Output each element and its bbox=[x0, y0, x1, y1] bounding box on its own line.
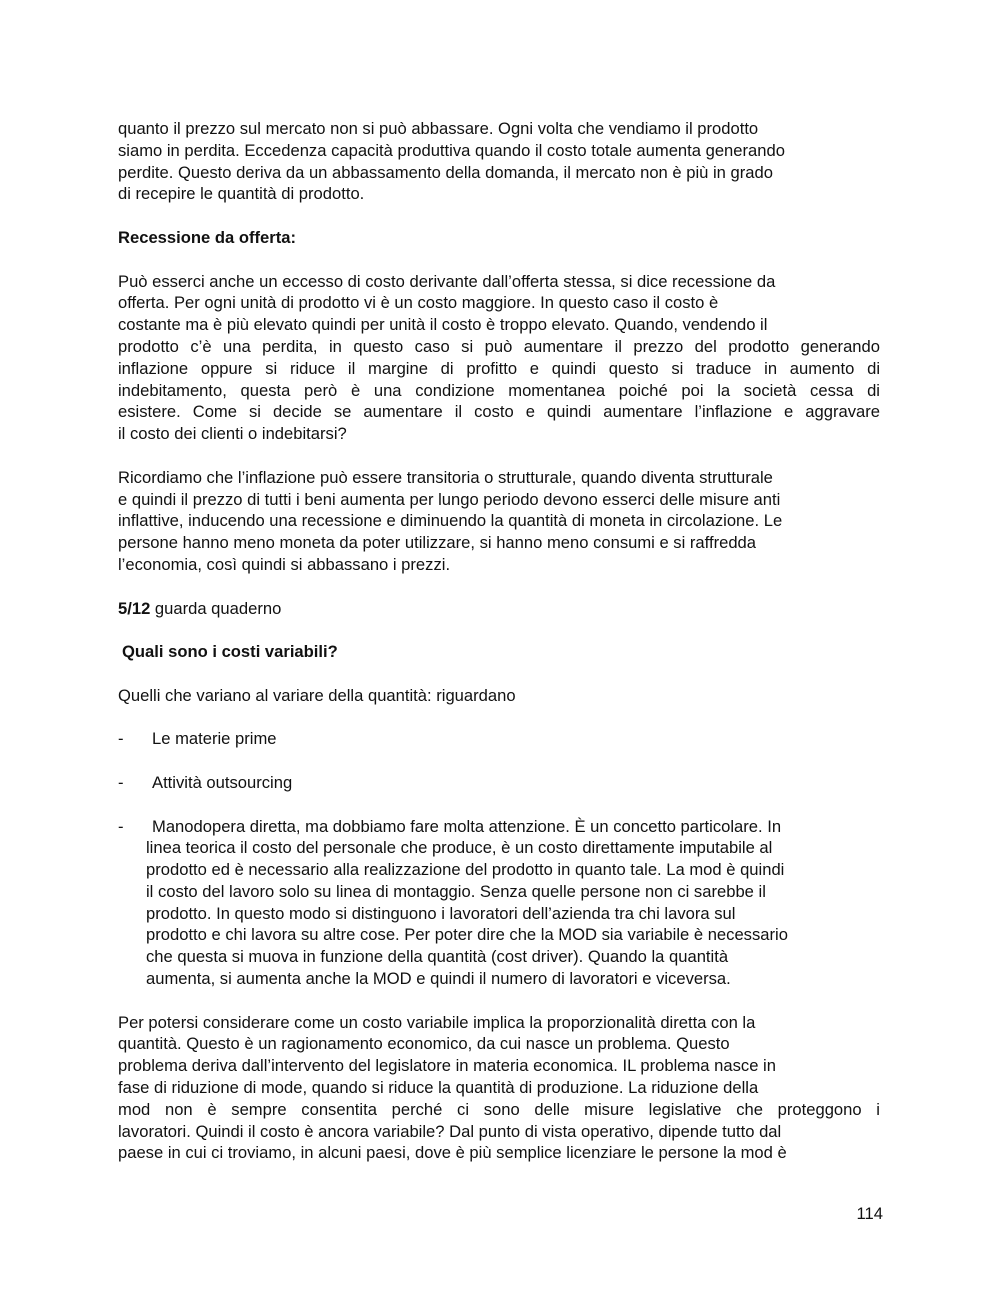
text-line: costante ma è più elevato quindi per unità il costo è troppo elevato. Quando, vendendo il bbox=[118, 315, 768, 335]
paragraph-eccedenza bbox=[118, 118, 880, 205]
text-line: Può esserci anche un eccesso di costo derivante dall’offerta stessa, si dice recessione da bbox=[118, 271, 776, 291]
text-line: paese in cui ci troviamo, in alcuni paesi, dove è più semplice licenziare le persone la mod è bbox=[118, 1143, 787, 1163]
text-line: siamo in perdita. Eccedenza capacità produttiva quando il costo totale aumenta generando bbox=[118, 140, 785, 160]
text-line: quantità. Questo è un ragionamento economico, da cui nasce un problema. Questo bbox=[118, 1034, 730, 1054]
list-item bbox=[118, 816, 880, 990]
paragraph-inflazione bbox=[118, 467, 880, 576]
list-item-text: Attività outsourcing bbox=[152, 772, 293, 792]
text-line: offerta. Per ogni unità di prodotto vi è un costo maggiore. In questo caso il costo è bbox=[118, 293, 719, 313]
bullet-dash: - bbox=[118, 729, 124, 749]
text-line: Ricordiamo che l’inflazione può essere transitoria o strutturale, quando diventa strutturale bbox=[118, 467, 773, 487]
list-item-text: che questa si muova in funzione della quantità (cost driver). Quando la quantità bbox=[146, 947, 729, 967]
text-line: il costo dei clienti o indebitarsi? bbox=[118, 424, 347, 444]
paragraph-recessione-offerta bbox=[118, 271, 880, 445]
page-number: 114 bbox=[856, 1204, 883, 1223]
text-line: persone hanno meno moneta da poter utilizzare, si hanno meno consumi e si raffredda bbox=[118, 533, 757, 553]
text-line: prodotto c’è una perdita, in questo caso si può aumentare il prezzo del prodotto generando bbox=[118, 336, 880, 356]
text-line: l’economia, così quindi si abbassano i prezzi. bbox=[118, 554, 451, 574]
note-date: 5/12 bbox=[118, 598, 151, 618]
text-line: fase di riduzione di mode, quando si riduce la quantità di produzione. La riduzione della bbox=[118, 1078, 759, 1098]
text-line: quanto il prezzo sul mercato non si può abbassare. Ogni volta che vendiamo il prodotto bbox=[118, 119, 759, 138]
list-item-text: il costo del lavoro solo su linea di montaggio. Senza quelle persone non ci sarebbe il bbox=[146, 881, 766, 901]
text-line: lavoratori. Quindi il costo è ancora variabile? Dal punto di vista operativo, dipende tutto dal bbox=[118, 1121, 782, 1141]
text-line: perdite. Questo deriva da un abbassamento della domanda, il mercato non è più in grado bbox=[118, 162, 773, 182]
list-item bbox=[118, 772, 880, 794]
text-line: e quindi il prezzo di tutti i beni aumenta per lungo periodo devono esserci delle misure anti bbox=[118, 489, 781, 509]
text-line: inflazione oppure si riduce il margine di profitto e quindi questo si traduce in aumento di bbox=[118, 358, 880, 378]
heading-costi-variabili: Quali sono i costi variabili? bbox=[122, 642, 338, 662]
list-item-text: prodotto. In questo modo si distinguono i lavoratori dell’azienda tra chi lavora sul bbox=[146, 903, 736, 923]
list-item-text: prodotto e chi lavora su altre cose. Per poter dire che la MOD sia variabile è necessario bbox=[146, 925, 788, 945]
list-item-text: aumenta, si aumenta anche la MOD e quindi il numero di lavoratori e viceversa. bbox=[146, 969, 731, 989]
text-line: esistere. Come si decide se aumentare il costo e quindi aumentare l’inflazione e aggravare bbox=[118, 402, 880, 422]
list-item-text: linea teorica il costo del personale che produce, è un costo direttamente imputabile al bbox=[146, 838, 773, 858]
document-page bbox=[118, 118, 880, 1164]
paragraph-intro-costi: Quelli che variano al variare della quantità: riguardano bbox=[118, 685, 516, 705]
text-line: mod non è sempre consentita perché ci sono delle misure legislative che proteggono i bbox=[118, 1099, 880, 1119]
list-item-text: Manodopera diretta, ma dobbiamo fare molta attenzione. È un concetto particolare. In bbox=[152, 816, 782, 836]
list-item-text: Le materie prime bbox=[152, 729, 277, 749]
text-line: di recepire le quantità di prodotto. bbox=[118, 184, 365, 204]
list-item bbox=[118, 728, 880, 750]
heading-recessione-offerta: Recessione da offerta: bbox=[118, 227, 296, 247]
bullet-dash: - bbox=[118, 772, 124, 792]
text-line: inflattive, inducendo una recessione e diminuendo la quantità di moneta in circolazione. Le bbox=[118, 511, 783, 531]
note-text: guarda quaderno bbox=[150, 598, 282, 618]
text-line: indebitamento, questa però è una condizione momentanea poiché poi la società cessa di bbox=[118, 380, 880, 400]
note-line bbox=[118, 598, 880, 620]
list-item-text: prodotto ed è necessario alla realizzazione del prodotto in quanto tale. La mod è quindi bbox=[146, 860, 785, 880]
text-line: Per potersi considerare come un costo variabile implica la proporzionalità diretta con la bbox=[118, 1012, 756, 1032]
bullet-dash: - bbox=[118, 816, 124, 836]
paragraph-costo-variabile bbox=[118, 1012, 880, 1165]
text-line: problema deriva dall’intervento del legislatore in materia economica. IL problema nasce in bbox=[118, 1056, 776, 1076]
